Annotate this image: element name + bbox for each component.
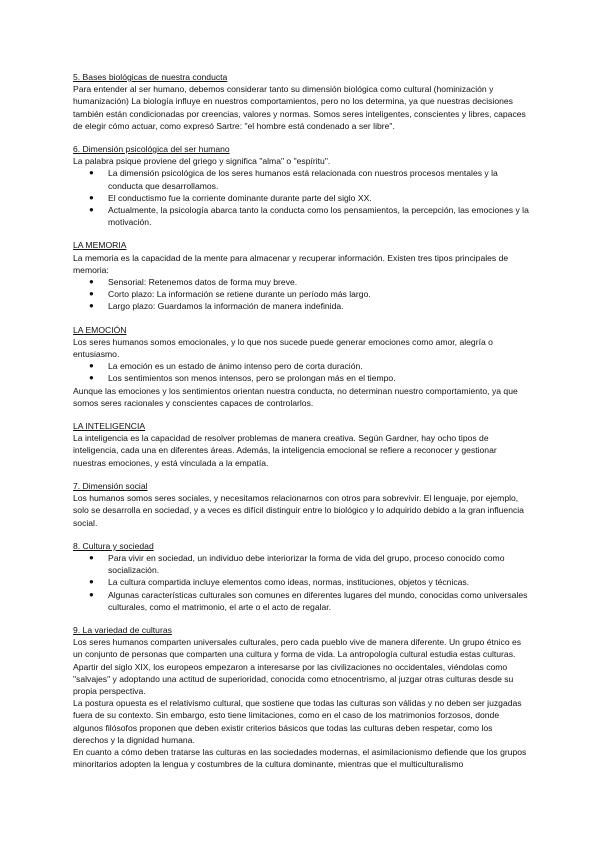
bullet-dot-icon: ● bbox=[89, 192, 94, 202]
paragraph: Para entender al ser humano, debemos considerar tanto su dimensión biológica como cultural (hominización y humanización) La biología influye en nuestros comportamientos, pero no los determina, ya que nuestras decisiones también están condicionadas por creencias, valores y normas. Somos seres inteligentes, conscientes y libres, capaces de elegir cómo actuar, como expresó Sartre: "el hombre está condenado a ser libre". bbox=[73, 84, 526, 131]
paragraph: La inteligencia es la capacidad de resolver problemas de manera creativa. Según Gardner, hay ocho tipos de inteligencia, cada una en diferentes áreas. Además, la inteligencia emocional se refiere a reconocer y gestionar nuestras emociones, y está vinculada a la empatía. bbox=[73, 433, 497, 468]
bullet-item bbox=[89, 288, 530, 300]
section bbox=[73, 480, 530, 529]
section bbox=[73, 143, 530, 228]
bullet-text: El conductismo fue la corriente dominante durante parte del siglo XX. bbox=[108, 192, 372, 203]
section-heading: 9. La variedad de culturas bbox=[73, 624, 172, 635]
bullet-dot-icon: ● bbox=[89, 301, 94, 311]
bullet-item bbox=[89, 300, 530, 312]
bullet-item bbox=[89, 552, 530, 576]
bullet-text: La cultura compartida incluye elementos como ideas, normas, instituciones, objetos y técnicas. bbox=[108, 577, 470, 588]
section-heading: LA EMOCIÓN bbox=[73, 324, 127, 335]
bullet-dot-icon: ● bbox=[89, 589, 94, 599]
section bbox=[73, 71, 530, 132]
bullet-text: Para vivir en sociedad, un individuo debe interiorizar la forma de vida del grupo, proceso conocido como socialización. bbox=[108, 552, 505, 576]
paragraph: Los seres humanos somos emocionales, y lo que nos sucede puede generar emociones como amor, alegría o entusiasmo. bbox=[73, 336, 493, 360]
document-body bbox=[73, 71, 530, 781]
bullet-dot-icon: ● bbox=[89, 577, 94, 587]
paragraph: Aunque las emociones y los sentimientos orientan nuestra conducta, no determinan nuestro comportamiento, ya que somos seres racionales y conscientes capaces de controlarlos. bbox=[73, 385, 518, 408]
bullet-item bbox=[89, 372, 530, 384]
paragraph: La postura opuesta es el relativismo cultural, que sostiene que todas las culturas son válidas y no deben ser juzgadas fuera de su contexto. Sin embargo, esto tiene limitaciones, como en el caso de los matrimonios forzosos, donde algunos filósofos proponen que deben existir criterios básicos que todas las culturas deben respetar, como los derechos y la dignidad humana. bbox=[73, 698, 522, 745]
bullet-dot-icon: ● bbox=[89, 289, 94, 299]
bullet-item bbox=[89, 589, 530, 613]
bullet-item bbox=[89, 192, 530, 204]
bullet-dot-icon: ● bbox=[89, 168, 94, 178]
bullet-dot-icon: ● bbox=[89, 373, 94, 383]
section-heading: 7. Dimensión social bbox=[73, 480, 148, 491]
bullet-dot-icon: ● bbox=[89, 205, 94, 215]
bullet-list bbox=[73, 360, 530, 384]
bullet-list bbox=[73, 552, 530, 613]
bullet-item bbox=[89, 360, 530, 372]
section-heading: 8. Cultura y sociedad bbox=[73, 540, 154, 551]
section-heading: LA MEMORIA bbox=[73, 240, 127, 251]
section bbox=[73, 540, 530, 613]
paragraph: Los humanos somos seres sociales, y necesitamos relacionarnos con otros para sobrevivir. El lenguaje, por ejemplo, solo se desarrolla en sociedad, y a veces es difícil distinguir entre lo biológico y lo adquirido debido a la gran influencia social. bbox=[73, 493, 524, 528]
bullet-text: Largo plazo: Guardamos la información de manera indefinida. bbox=[108, 301, 344, 312]
bullet-text: La dimensión psicológica de los seres humanos está relacionada con nuestros procesos mentales y la conducta que desarrollamos. bbox=[108, 168, 498, 191]
bullet-dot-icon: ● bbox=[89, 361, 94, 371]
section bbox=[73, 420, 530, 469]
bullet-dot-icon: ● bbox=[89, 552, 94, 562]
section-heading: 5. Bases biológicas de nuestra conducta bbox=[73, 72, 228, 82]
paragraph: La palabra psique proviene del griego y significa "alma" o "espíritu". bbox=[73, 156, 331, 167]
section bbox=[73, 239, 530, 312]
paragraph: Los seres humanos comparten universales culturales, pero cada pueblo vive de manera diferente. Un grupo étnico es un conjunto de personas que comparten una cultura y forma de vida. La antropología cultural estudia estas culturas. Apartir del siglo XIX, los europeos empezaron a interesarse por las civilizaciones no occidentales, viéndolas como "salvajes" y adoptando una actitud de superioridad, conocida como etnocentrismo, al juzgar otras culturas desde su propia perspectiva. bbox=[73, 637, 522, 696]
bullet-item bbox=[89, 276, 530, 288]
bullet-text: Algunas características culturales son comunes en diferentes lugares del mundo, conocidas como universales culturales, como el matrimonio, el arte o el acto de regalar. bbox=[108, 589, 528, 612]
bullet-dot-icon: ● bbox=[89, 277, 94, 287]
bullet-list bbox=[73, 276, 530, 313]
bullet-item bbox=[89, 167, 530, 191]
section bbox=[73, 624, 530, 770]
paragraph: En cuanto a cómo deben tratarse las culturas en las sociedades modernas, el asimilacionismo defiende que los grupos minoritarios adopten la lengua y costumbres de la cultura dominante, mientras que el multiculturalismo bbox=[73, 746, 527, 770]
section bbox=[73, 324, 530, 409]
bullet-text: Actualmente, la psicología abarca tanto la conducta como los pensamientos, la percepción, las emociones y la motivación. bbox=[108, 205, 529, 228]
section-heading: LA INTELIGENCIA bbox=[73, 421, 146, 432]
bullet-text: La emoción es un estado de ánimo intenso pero de corta duración. bbox=[108, 361, 363, 372]
bullet-text: Sensorial: Retenemos datos de forma muy breve. bbox=[108, 277, 298, 288]
bullet-item bbox=[89, 576, 530, 588]
section-heading: 6. Dimensión psicológica del ser humano bbox=[73, 144, 230, 155]
bullet-text: Corto plazo: La información se retiene durante un período más largo. bbox=[108, 289, 371, 300]
paragraph: La memoria es la capacidad de la mente para almacenar y recuperar información. Existen tres tipos principales de memoria: bbox=[73, 252, 509, 275]
bullet-list bbox=[73, 167, 530, 228]
bullet-item bbox=[89, 204, 530, 228]
bullet-text: Los sentimientos son menos intensos, pero se prolongan más en el tiempo. bbox=[108, 373, 396, 384]
